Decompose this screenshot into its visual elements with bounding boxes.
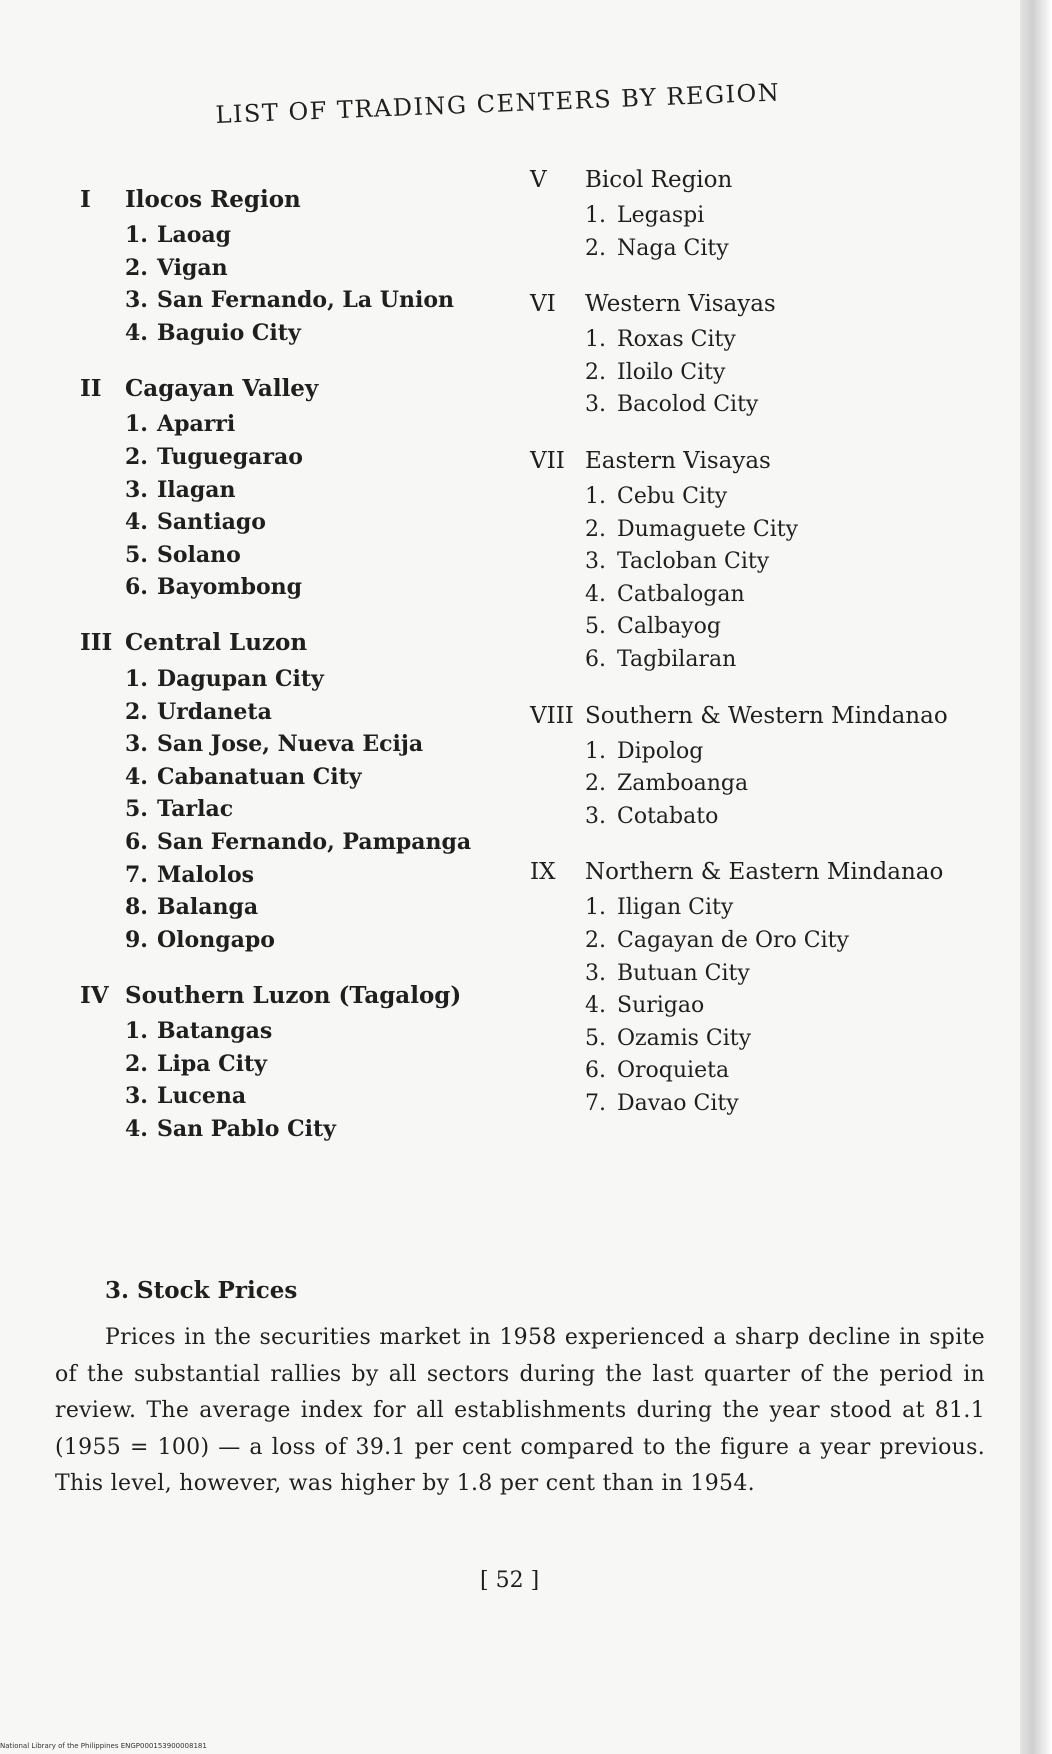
region-name: Southern Luzon (Tagalog) xyxy=(125,981,462,1009)
list-item-number: 2. xyxy=(125,1050,148,1077)
town-name: Ozamis City xyxy=(617,1025,752,1051)
list-item xyxy=(125,859,520,892)
list-item-number: 2. xyxy=(125,443,148,470)
list-item xyxy=(125,506,520,539)
list-item-number: 2. xyxy=(585,771,606,797)
list-item-number: 6. xyxy=(585,1058,606,1084)
town-name: Dumaguete City xyxy=(617,516,799,542)
list-item xyxy=(125,539,520,572)
list-item-number: 1. xyxy=(125,665,148,692)
list-item-number: 4. xyxy=(585,581,606,607)
list-item-number: 3. xyxy=(125,731,148,758)
town-name: Zamboanga xyxy=(617,771,749,797)
list-item xyxy=(585,481,1000,514)
region-block xyxy=(530,445,1000,677)
list-item-number: 2. xyxy=(125,698,148,725)
list-item-number: 1. xyxy=(585,738,606,764)
list-item xyxy=(125,1015,520,1048)
list-item-number: 5. xyxy=(585,614,606,640)
list-item-number: 8. xyxy=(125,894,148,921)
list-item-number: 2. xyxy=(585,927,606,953)
region-numeral: III xyxy=(80,629,113,657)
town-name: Cebu City xyxy=(617,483,728,509)
list-item xyxy=(125,1113,520,1146)
town-name: Vigan xyxy=(157,254,228,281)
town-name: Bayombong xyxy=(157,574,303,601)
list-item xyxy=(585,357,1000,390)
list-item xyxy=(125,891,520,924)
list-item xyxy=(585,990,1000,1023)
list-item-number: 3. xyxy=(125,287,148,314)
town-name: Laoag xyxy=(157,222,232,248)
town-list xyxy=(585,481,1000,677)
list-item xyxy=(585,892,1000,925)
town-name: Surigao xyxy=(617,993,705,1019)
town-name: Cagayan de Oro City xyxy=(617,927,849,953)
region-name: Central Luzon xyxy=(125,629,308,657)
region-block xyxy=(80,979,520,1145)
list-item xyxy=(125,441,520,474)
town-name: San Fernando, La Union xyxy=(157,287,455,314)
town-name: Batangas xyxy=(157,1018,273,1045)
town-list xyxy=(125,408,520,604)
section-heading: 3. Stock Prices xyxy=(105,1277,298,1304)
list-item-number: 4. xyxy=(125,763,148,790)
page-number: [ 52 ] xyxy=(480,1568,540,1593)
region-block xyxy=(80,627,520,956)
list-item xyxy=(125,826,520,859)
list-item-number: 7. xyxy=(125,861,148,888)
list-item xyxy=(585,1088,1000,1121)
region-numeral: VII xyxy=(530,447,565,474)
town-name: Tacloban City xyxy=(617,549,770,575)
list-item-number: 3. xyxy=(125,476,148,503)
town-name: Butuan City xyxy=(617,960,750,986)
list-item xyxy=(125,761,520,794)
list-item xyxy=(125,408,520,441)
town-name: Tuguegarao xyxy=(157,443,303,470)
list-item-number: 2. xyxy=(585,235,606,261)
town-list xyxy=(585,736,1000,834)
footer-credit: National Library of the Philippines ENGP000153900008181 xyxy=(0,1742,207,1750)
list-item-number: 5. xyxy=(125,541,148,568)
list-item-number: 3. xyxy=(125,1083,148,1110)
list-item xyxy=(585,233,1000,266)
town-name: Dipolog xyxy=(617,738,704,764)
region-heading xyxy=(530,856,1000,888)
list-item xyxy=(585,1023,1000,1056)
region-block xyxy=(530,288,1000,422)
list-item-number: 5. xyxy=(585,1025,606,1051)
region-numeral: IV xyxy=(80,981,109,1009)
town-name: Cotabato xyxy=(617,803,719,829)
town-list xyxy=(125,1015,520,1145)
region-numeral: IX xyxy=(530,859,556,886)
list-item-number: 1. xyxy=(125,411,148,438)
list-item xyxy=(585,389,1000,422)
list-item xyxy=(125,728,520,761)
region-block xyxy=(530,856,1000,1120)
list-item xyxy=(125,663,520,696)
list-item-number: 2. xyxy=(585,516,606,542)
town-name: Iligan City xyxy=(617,895,734,921)
region-heading xyxy=(80,627,520,659)
town-name: San Pablo City xyxy=(157,1116,336,1143)
town-name: Naga City xyxy=(617,235,729,261)
region-heading xyxy=(80,979,520,1011)
region-name: Northern & Eastern Mindanao xyxy=(585,859,944,886)
region-name: Eastern Visayas xyxy=(585,447,771,474)
region-heading xyxy=(530,445,1000,477)
list-item xyxy=(585,644,1000,677)
list-item xyxy=(585,768,1000,801)
town-name: Legaspi xyxy=(617,203,705,228)
list-item-number: 3. xyxy=(585,549,606,575)
list-item xyxy=(585,1055,1000,1088)
list-item-number: 1. xyxy=(585,327,606,353)
list-item xyxy=(125,793,520,826)
page-title: LIST OF TRADING CENTERS BY REGION xyxy=(215,78,781,129)
region-heading xyxy=(530,700,1000,732)
list-item xyxy=(125,571,520,604)
list-item-number: 3. xyxy=(585,803,606,829)
page-edge-shadow xyxy=(1020,0,1052,1754)
region-numeral: VI xyxy=(530,291,556,318)
region-name: Cagayan Valley xyxy=(125,374,319,402)
list-item-number: 2. xyxy=(125,254,148,281)
town-name: Baguio City xyxy=(157,319,301,346)
region-block xyxy=(530,700,1000,834)
list-item-number: 6. xyxy=(125,828,148,855)
list-item-number: 1. xyxy=(125,1018,148,1045)
town-name: Tarlac xyxy=(157,796,234,823)
region-numeral: II xyxy=(80,374,102,402)
town-name: Lucena xyxy=(157,1083,247,1110)
region-name: Bicol Region xyxy=(585,167,733,193)
town-name: Aparri xyxy=(157,411,236,438)
town-list xyxy=(125,219,520,349)
list-item xyxy=(585,324,1000,357)
region-heading xyxy=(530,288,1000,320)
list-item-number: 3. xyxy=(585,960,606,986)
region-heading xyxy=(80,183,520,215)
list-item xyxy=(125,219,520,252)
left-region-column xyxy=(80,183,520,1169)
town-list xyxy=(585,200,1000,265)
list-item-number: 3. xyxy=(585,392,606,418)
right-region-column xyxy=(530,164,1000,1143)
town-name: Davao City xyxy=(617,1090,739,1116)
town-name: Calbayog xyxy=(617,614,721,640)
list-item-number: 4. xyxy=(585,993,606,1019)
list-item-number: 1. xyxy=(585,203,606,228)
list-item xyxy=(585,801,1000,834)
town-name: Iloilo City xyxy=(617,359,726,385)
town-name: Olongapo xyxy=(157,926,275,953)
list-item xyxy=(585,736,1000,769)
list-item xyxy=(585,958,1000,991)
list-item-number: 4. xyxy=(125,1116,148,1143)
list-item-number: 6. xyxy=(125,574,148,601)
town-name: Catbalogan xyxy=(617,581,745,607)
list-item xyxy=(585,579,1000,612)
list-item-number: 7. xyxy=(585,1090,606,1116)
town-name: Malolos xyxy=(157,861,255,888)
list-item-number: 1. xyxy=(585,895,606,921)
town-list xyxy=(585,324,1000,422)
list-item xyxy=(125,924,520,957)
town-list xyxy=(125,663,520,956)
town-name: Roxas City xyxy=(617,327,736,353)
region-name: Southern & Western Mindanao xyxy=(585,702,948,729)
list-item-number: 1. xyxy=(125,222,148,248)
town-name: Cabanatuan City xyxy=(157,763,362,790)
list-item-number: 1. xyxy=(585,483,606,509)
town-name: Santiago xyxy=(157,509,266,536)
region-numeral: I xyxy=(80,185,91,213)
list-item-number: 4. xyxy=(125,319,148,346)
region-block xyxy=(530,164,1000,265)
list-item xyxy=(125,317,520,350)
town-name: Ilagan xyxy=(157,476,236,503)
region-heading xyxy=(530,164,1000,196)
list-item xyxy=(585,546,1000,579)
list-item xyxy=(125,284,520,317)
town-name: Balanga xyxy=(157,894,259,921)
region-numeral: V xyxy=(530,167,547,193)
town-name: Oroquieta xyxy=(617,1058,730,1084)
region-heading xyxy=(80,372,520,404)
region-block xyxy=(80,372,520,604)
section-paragraph: Prices in the securities market in 1958 experienced a sharp decline in spite of the substantial rallies by all sectors during the last quarter of the period in review. The average index for all establishments during the year stood at 81.1 (1955 = 100) — a loss of 39.1 per cent compared to the figure a year previous. This level, however, was higher by 1.8 per cent than in 1954. xyxy=(55,1325,985,1496)
list-item xyxy=(125,1048,520,1081)
list-item xyxy=(585,611,1000,644)
town-name: Tagbilaran xyxy=(617,646,737,672)
town-name: Lipa City xyxy=(157,1050,267,1077)
list-item xyxy=(125,474,520,507)
town-name: San Fernando, Pampanga xyxy=(157,828,472,855)
list-item-number: 4. xyxy=(125,509,148,536)
list-item xyxy=(125,252,520,285)
list-item xyxy=(125,696,520,729)
region-name: Western Visayas xyxy=(585,291,776,318)
list-item-number: 5. xyxy=(125,796,148,823)
list-item xyxy=(585,925,1000,958)
town-list xyxy=(585,892,1000,1120)
region-numeral: VIII xyxy=(530,702,574,729)
town-name: Bacolod City xyxy=(617,392,759,418)
list-item-number: 6. xyxy=(585,646,606,672)
town-name: Solano xyxy=(157,541,241,568)
region-name: Ilocos Region xyxy=(125,185,301,213)
town-name: San Jose, Nueva Ecija xyxy=(157,731,424,758)
list-item xyxy=(585,514,1000,547)
list-item xyxy=(125,1080,520,1113)
town-name: Urdaneta xyxy=(157,698,272,725)
region-block xyxy=(80,183,520,349)
list-item-number: 2. xyxy=(585,359,606,385)
town-name: Dagupan City xyxy=(157,665,324,692)
list-item-number: 9. xyxy=(125,926,148,953)
list-item xyxy=(585,200,1000,233)
